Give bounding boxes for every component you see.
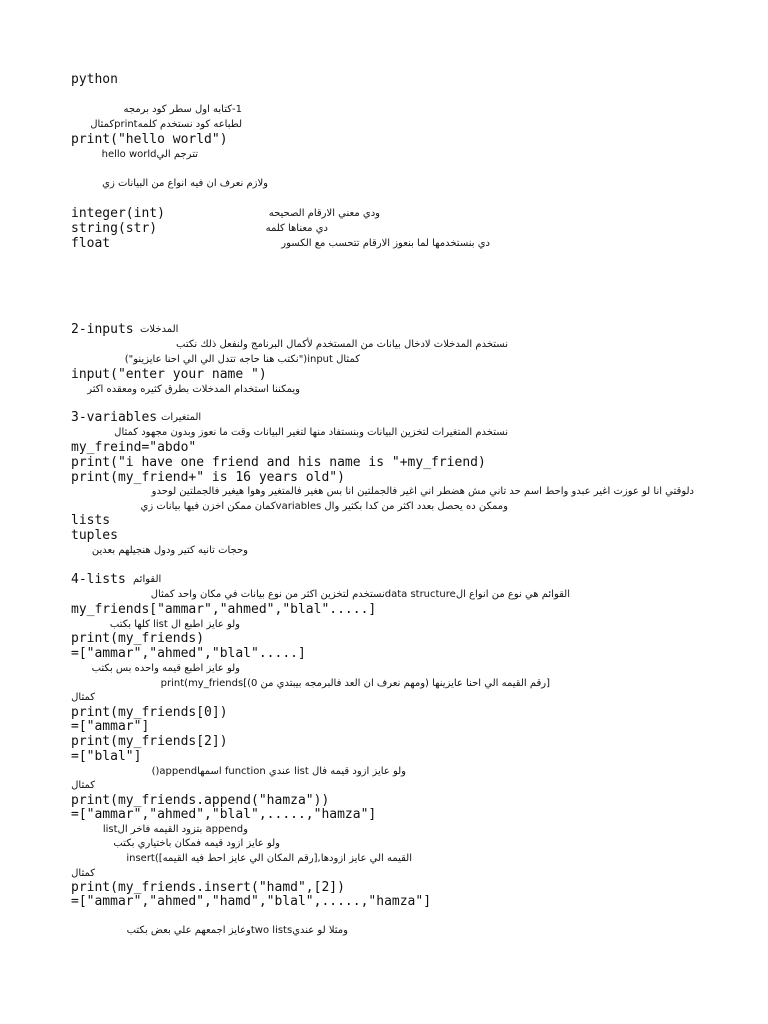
print-intro-text: لطباعه كود نستخدم كلمهprintكمثال bbox=[90, 119, 242, 130]
variables-explanation: دلوقتي انا لو عوزت اغير عبدو واحط اسم حد تاني مش هضطر اني اغير فالجملتين انا بس هغير فالمتغير وهوا هيغير فالجملتين لوحدو bbox=[151, 486, 694, 497]
code-output-line: =["ammar","ahmed","hamd","blal",.....,"hamza"] bbox=[71, 894, 432, 909]
code-line: my_freind="abdo" bbox=[71, 440, 197, 455]
type-name: float bbox=[71, 236, 111, 251]
code-line: input("enter your name ") bbox=[71, 367, 267, 382]
append-intro-text: ولو عايز ازود قيمه فال list عندي function اسمهاappend() bbox=[151, 766, 406, 777]
code-line: print(my_friends[0]) bbox=[71, 705, 228, 720]
code-line: print(my_friends[2]) bbox=[71, 734, 228, 749]
variables-intro-text: نستخدم المتغيرات لتخزين البيانات وبنستفاد منها لتغير البيانات وقت ما نعوز وبدون مجهود كمثال bbox=[114, 427, 508, 438]
code-line: print(my_friends.append("hamza")) bbox=[71, 793, 330, 808]
code-line: print(my_friend+" is 16 years old") bbox=[71, 470, 345, 485]
data-types-intro: ولازم نعرف ان فيه انواع من البيانات زي bbox=[102, 178, 268, 189]
variables-note-text: وحجات تانيه كتير ودول هنجيلهم بعدين bbox=[91, 545, 248, 556]
lists-note-text: ولو عايز اطبع ال list كلها بكتب bbox=[109, 619, 240, 630]
code-example-line: كمثال input("نكتب هنا حاجه تتدل الي الي احنا عايزينو") bbox=[124, 354, 360, 365]
code-output-line: =["ammar","ahmed","blal".....] bbox=[71, 646, 306, 661]
type-description: دي معناها كلمه bbox=[265, 223, 328, 234]
section-2-heading-arabic: المدخلات bbox=[140, 324, 179, 335]
code-example-line: print(my_friends[(0 رقم القيمه الي احنا عايزينها (ومهم نعرف ان العد فالبرمجه بيبتدي من] bbox=[160, 678, 550, 689]
type-description: ودي معني الارقام الصحيحه bbox=[268, 208, 380, 219]
section-3-heading-arabic: المتغيرات bbox=[161, 412, 202, 423]
variables-explanation: وممكن ده يحصل بعدد اكثر من كدا بكثير وال variablesكمان ممكن اخزن فيها بيانات زي bbox=[140, 501, 508, 512]
code-line: print(my_friends.insert("hamd",[2]) bbox=[71, 880, 345, 895]
doc-title: python bbox=[71, 72, 118, 87]
section-4-heading-arabic: القوائم bbox=[133, 574, 162, 585]
type-name: integer(int) bbox=[71, 206, 165, 221]
insert-syntax-line: insert(القيمه الي عايز ازودها,[رقم المكان الي عايز احط فيه القيمه] bbox=[126, 853, 412, 864]
code-line: print(my_friends) bbox=[71, 631, 205, 646]
section-3-heading: 3-variables bbox=[71, 410, 158, 425]
code-line: lists bbox=[71, 513, 111, 528]
type-name: string(str) bbox=[71, 221, 158, 236]
append-note-text: وappend بتزود القيمه فاخر الlist bbox=[102, 824, 248, 835]
code-line: print("hello world") bbox=[71, 132, 228, 147]
closing-text: ومثلا لو عنديtwo listsوعايز اجمعهم علي بعض بكتب bbox=[126, 925, 348, 936]
example-label: كمثال bbox=[71, 692, 95, 703]
code-line: print("i have one friend and his name is "+my_friend) bbox=[71, 455, 486, 470]
section-4-heading: 4-lists bbox=[71, 572, 126, 587]
inputs-intro-text: نستخدم المدخلات لادخال بيانات من المستخدم لأكمال البرنامج ولنفعل ذلك نكتب bbox=[176, 339, 508, 350]
code-output-line: =["blal"] bbox=[71, 749, 142, 764]
lists-intro-text: القوائم هي نوع من انواع الdata structureنستخدم لتخزين اكثر من نوع بيانات في مكان واحد كمثال bbox=[150, 589, 570, 600]
lists-note-text: ولو عايز اطبع قيمه واحده بس بكتب bbox=[91, 663, 240, 674]
translation-text: تترجم اليhello world bbox=[101, 149, 198, 160]
code-line: my_friends["ammar","ahmed","blal".....] bbox=[71, 602, 377, 617]
code-line: tuples bbox=[71, 528, 118, 543]
type-description: دي بنستخدمها لما بنعوز الارقام تتحسب مع الكسور bbox=[281, 238, 490, 249]
insert-intro-text: ولو عايز ازود قيمه فمكان باختياري بكتب bbox=[113, 838, 280, 849]
inputs-note-text: ويمكننا استخدام المدخلات بطرق كثيره ومعقده اكثر bbox=[87, 384, 300, 395]
section-2-heading: 2-inputs bbox=[71, 322, 134, 337]
section-1-heading: 1-كتابه اول سطر كود برمجه bbox=[123, 104, 242, 115]
example-label: كمثال bbox=[71, 868, 95, 879]
code-output-line: =["ammar"] bbox=[71, 719, 150, 734]
code-output-line: =["ammar","ahmed","blal",.....,"hamza"] bbox=[71, 807, 377, 822]
example-label: كمثال bbox=[71, 780, 95, 791]
